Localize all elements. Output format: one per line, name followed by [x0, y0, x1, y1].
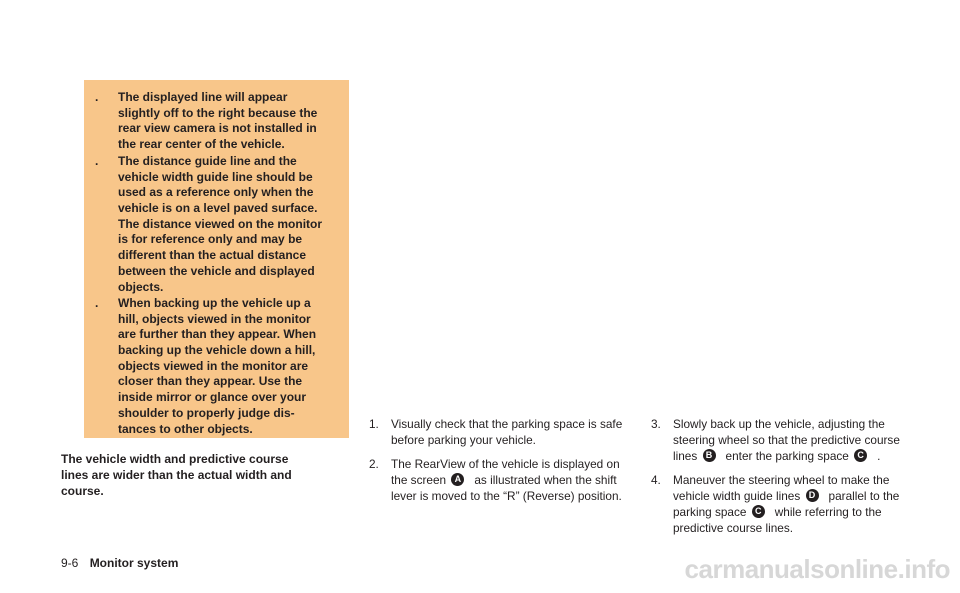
text-line: inside mirror or glance over your [118, 390, 307, 405]
text-line: are further than they appear. When [118, 327, 317, 342]
text-line: vehicle width guide line should be [118, 169, 313, 184]
page-footer [61, 556, 178, 570]
steps-column-right [651, 416, 916, 544]
text-fragment: as illustrated when the shift [474, 473, 617, 487]
text-line: Visually check that the parking space is safe [391, 417, 623, 431]
text-line: the rear center of the vehicle. [118, 137, 285, 152]
bullet: . [95, 296, 99, 310]
callout-b-icon: B [703, 449, 716, 462]
bullet: . [95, 90, 99, 104]
steps-column-left [369, 416, 634, 512]
warning-box [84, 80, 349, 438]
text-line: Maneuver the steering wheel to make the [673, 473, 890, 487]
text-line: rear view camera is not installed in [118, 121, 317, 136]
text-line: The distance guide line and the [118, 154, 297, 168]
step-number: 2. [369, 457, 379, 471]
step-number: 3. [651, 417, 661, 431]
text-line [673, 448, 916, 464]
text-line: different than the actual distance [118, 248, 307, 263]
text-fragment: the screen [391, 473, 447, 487]
callout-a-icon: A [451, 473, 464, 486]
text-line: slightly off to the right because the [118, 105, 318, 120]
step-2 [369, 456, 634, 504]
text-line: course. [61, 484, 104, 498]
text-line: The RearView of the vehicle is displayed on [391, 457, 620, 471]
text-line: objects. [118, 279, 164, 294]
width-note-paragraph [61, 451, 351, 499]
text-line: vehicle is on a level paved surface. [118, 201, 318, 216]
step-1 [369, 416, 634, 448]
text-line: objects viewed in the monitor are [118, 358, 309, 373]
text-line [391, 472, 634, 488]
text-line: is for reference only and may be [118, 232, 303, 247]
text-line: The displayed line will appear [118, 90, 288, 104]
text-fragment: parallel to the [828, 489, 900, 503]
text-line: lever is moved to the “R” (Reverse) position. [391, 489, 622, 503]
text-line: lines are wider than the actual width and [61, 468, 292, 482]
text-fragment: while referring to the [774, 505, 882, 519]
text-line: hill, objects viewed in the monitor [118, 311, 311, 326]
step-3 [651, 416, 916, 464]
text-line: between the vehicle and displayed [118, 263, 315, 278]
text-line: steering wheel so that the predictive course [673, 433, 900, 447]
callout-c-icon: C [752, 505, 765, 518]
text-fragment: parking space [673, 505, 747, 519]
text-fragment: enter the parking space [725, 449, 849, 463]
text-line: used as a reference only when the [118, 185, 314, 200]
text-line [673, 488, 916, 504]
text-line [673, 504, 916, 520]
callout-c-icon: C [854, 449, 867, 462]
text-line: The vehicle width and predictive course [61, 452, 289, 466]
text-fragment: vehicle width guide lines [673, 489, 801, 503]
text-fragment: . [877, 449, 881, 463]
section-title: Monitor system [89, 556, 179, 570]
watermark: carmanualsonline.info [684, 554, 950, 584]
text-line: shoulder to properly judge dis- [118, 405, 295, 420]
text-line: closer than they appear. Use the [118, 374, 303, 389]
page-number: 9-6 [61, 556, 79, 570]
text-line: The distance viewed on the monitor [118, 216, 323, 231]
step-4 [651, 472, 916, 536]
text-line: predictive course lines. [673, 521, 793, 535]
text-fragment: lines [673, 449, 698, 463]
text-line: backing up the vehicle down a hill, [118, 343, 316, 358]
text-line: Slowly back up the vehicle, adjusting the [673, 417, 885, 431]
text-line: When backing up the vehicle up a [118, 296, 311, 310]
callout-d-icon: D [806, 489, 819, 502]
text-line: tances to other objects. [118, 421, 253, 436]
bullet: . [95, 154, 99, 168]
step-number: 1. [369, 417, 379, 431]
step-number: 4. [651, 473, 661, 487]
text-line: before parking your vehicle. [391, 433, 536, 447]
